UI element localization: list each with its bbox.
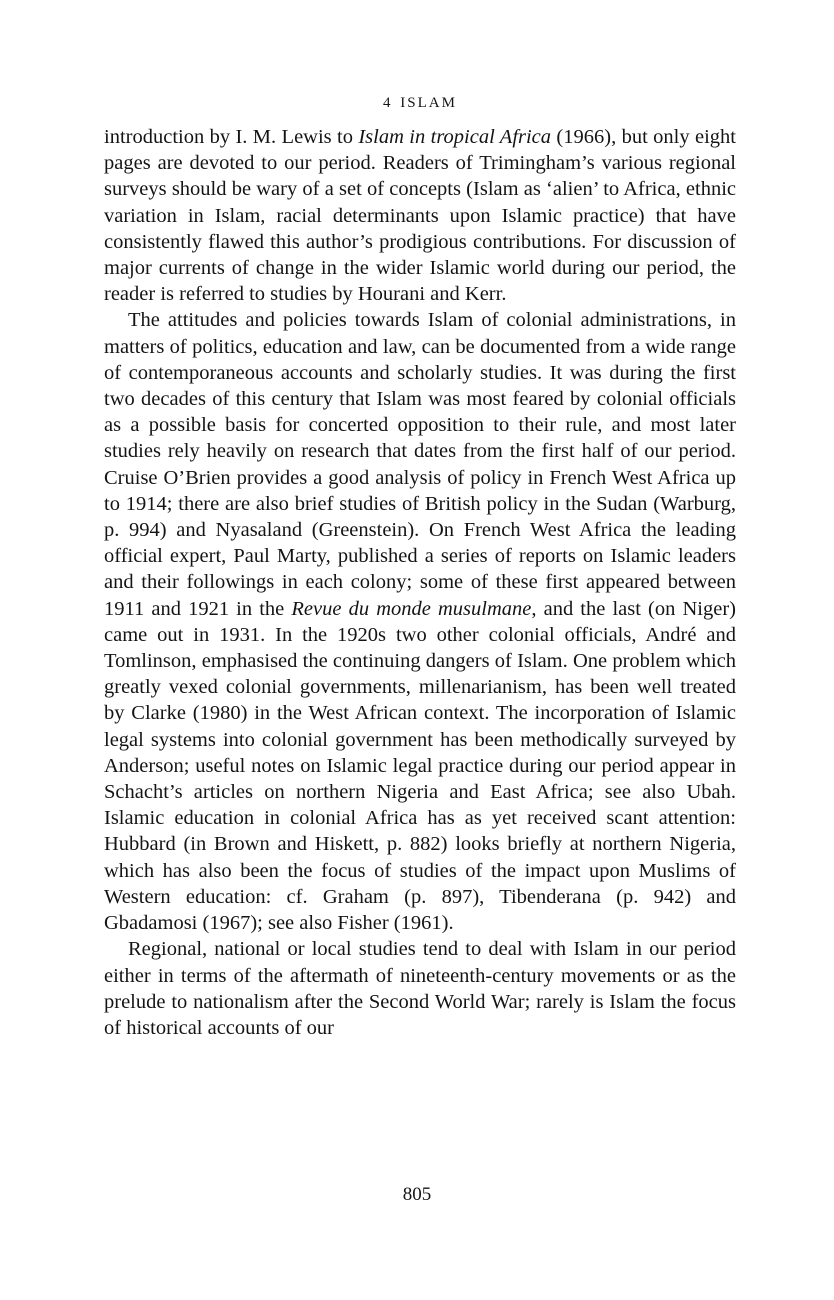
text-segment: (1966), but only eight pages are devoted to our period. Readers of Trimingham’s various regional surveys should be wary of a set of concepts (Islam as ‘alien’ to Africa, ethnic variation in Islam, racial determinants upon Islamic practice) that have consistently flawed this author’s prodigious contributions. For discussion of major currents of change in the wider Islamic world during our period, the reader is referred to studies by Hourani and Kerr. (104, 126, 736, 306)
journal-title-revue: Revue du monde musulmane (291, 597, 532, 620)
book-title-islam-in-tropical-africa: Islam in tropical Africa (358, 126, 552, 148)
text-segment: The attitudes and policies towards Islam of colonial administrations, in matters of politics, education and law, can be documented from a wide range of contemporaneous accounts and scholarly studies. It was during the first two decades of this century that Islam was most feared by colonial officials as a possible basis for concerted opposition to their rule, and most later studies rely heavily on research that dates from the first half of our period. Cruise O’Brien provides a good analysis of policy in French West Africa up to 1914; there are also brief studies of British policy in the Sudan (Warburg, p. 994) and Nyasaland (Greenstein). On French West Africa the leading official expert, Paul Marty, published a series of reports on Islamic leaders and their followings in each colony; some of these first appeared between 1911 and 1921 in the (104, 309, 736, 620)
page-number: 805 (402, 1184, 432, 1205)
book-page (104, 92, 736, 1041)
text-segment: introduction by I. M. Lewis to (104, 126, 359, 148)
text-segment: , and the last (on Niger) came out in 1931. In the 1920s two other colonial officials, André and Tomlinson, emphasised the continuing dangers of Islam. One problem which greatly vexed colonial governments, millenarianism, has been well treated by Clarke (1980) in the West African context. The incorporation of Islamic legal systems into colonial government has been methodically surveyed by Anderson; useful notes on Islamic legal practice during our period appear in Schacht’s articles on northern Nigeria and East Africa; see also Ubah. Islamic education in colonial Africa has as yet received scant attention: Hubbard (in Brown and Hiskett, p. 882) looks briefly at northern Nigeria, which has also been the focus of studies of the impact upon Muslims of Western education: cf. Graham (p. 897), Tibenderana (p. 942) and Gbadamosi (1967); see also Fisher (1961). (104, 597, 736, 935)
paragraph-colonial-policies (104, 307, 736, 936)
chapter-title: ISLAM (400, 95, 457, 111)
paragraph-continuation (104, 124, 736, 307)
text-segment: Regional, national or local studies tend to deal with Islam in our period either in terms of the aftermath of nineteenth-century movements or as the prelude to nationalism after the Second World War; rarely is Islam the focus of historical accounts of our (104, 938, 736, 1039)
paragraph-regional-studies (104, 936, 736, 1041)
chapter-number: 4 (383, 95, 391, 111)
running-head (104, 92, 736, 114)
